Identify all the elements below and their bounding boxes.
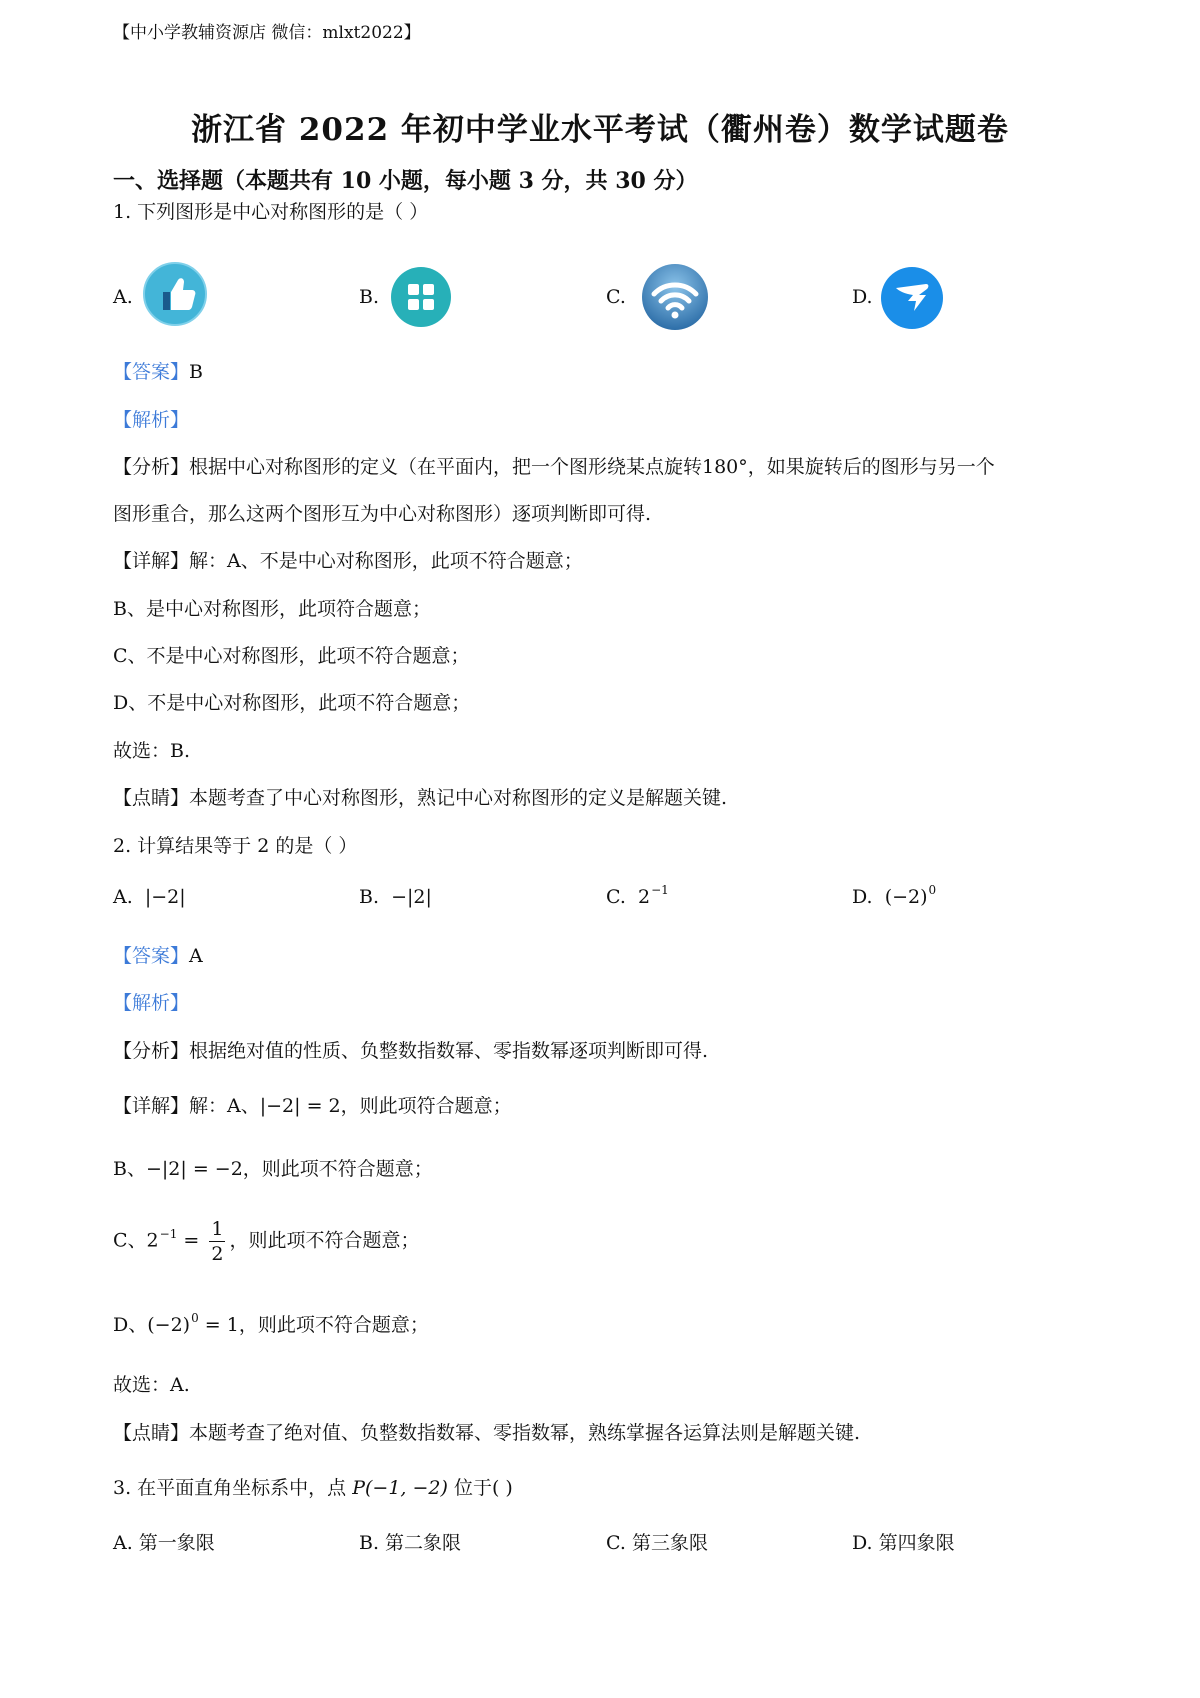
wifi-icon [640,262,710,332]
q2-option-c: C. $2^{-1}$ [606,883,669,908]
q2-option-d: D. $(-2)^0$ [852,883,937,908]
q1-detail-b: B、是中心对称图形，此项符合题意； [113,598,431,620]
q1-choice: 故选：B. [113,740,191,762]
q3-option-d: D. 第四象限 [852,1532,955,1554]
q1-option-b-label: B. [359,286,380,308]
q1-answer [113,357,203,384]
q2-answer [113,941,203,968]
q1-stem: 1. 下列图形是中心对称图形的是（ ） [113,201,429,223]
q2-option-a-expression: |−2| [144,886,186,908]
answer-tag: 【答案】 [113,945,190,967]
q1-detail-a: 【详解】解：A、不是中心对称图形，此项不符合题意； [113,550,583,572]
q1-option-c-label: C. [606,286,626,308]
section-heading: 一、选择题（本题共有 10 小题，每小题 3 分，共 30 分） [113,168,698,194]
q2-analysis: 【分析】根据绝对值的性质、负整数指数幂、零指数幂逐项判断即可得. [113,1040,709,1062]
answer-value: B [189,361,203,383]
point-p: P(−1, −2) [352,1477,448,1499]
q1-detail-d: D、不是中心对称图形，此项不符合题意； [113,692,471,714]
q1-detail-c: C、不是中心对称图形，此项不符合题意； [113,645,470,667]
answer-value: A [189,945,203,967]
q2-analysis-tag: 【解析】 [113,992,190,1014]
dingtalk-icon [880,266,944,330]
q1-analysis-tag: 【解析】 [113,409,190,431]
q2-option-b: B. −|2| [359,886,432,908]
answer-tag: 【答案】 [113,361,190,383]
thumbs-up-icon [143,262,207,326]
q2-detail-a: 【详解】解：A、|−2| = 2，则此项符合题意； [113,1095,512,1117]
q1-option-a-label: A. [113,286,133,308]
q2-option-a: A. |−2| [113,886,186,908]
grid-four-squares-icon [390,266,452,328]
fraction-one-half: $\frac{1}{2}$ [211,1218,224,1265]
q3-option-b: B. 第二象限 [359,1532,462,1554]
q1-option-d-label: D. [852,286,873,308]
watermark: 【中小学教辅资源店 微信：mlxt2022】 [113,23,421,43]
q2-choice: 故选：A. [113,1374,190,1396]
q2-option-b-expression: −|2| [391,886,432,908]
q3-stem: 3. 在平面直角坐标系中，点 P(−1, −2) 位于( ) [113,1477,513,1499]
q2-detail-b: B、−|2| = −2，则此项不符合题意； [113,1158,433,1180]
page-title: 浙江省 2022 年初中学业水平考试（衢州卷）数学试题卷 [191,112,1009,148]
q1-comment: 【点睛】本题考查了中心对称图形，熟记中心对称图形的定义是解题关键. [113,787,728,809]
q1-analysis-line-1: 【分析】根据中心对称图形的定义（在平面内，把一个图形绕某点旋转180°，如果旋转后的图形与另一个 [113,456,995,478]
q3-option-c: C. 第三象限 [606,1532,708,1554]
q2-comment: 【点睛】本题考查了绝对值、负整数指数幂、零指数幂，熟练掌握各运算法则是解题关键. [113,1422,861,1444]
q2-stem: 2. 计算结果等于 2 的是（ ） [113,835,358,857]
q2-detail-c: C、$2^{-1}$ = $\frac{1}{2}$ ，则此项不符合题意； [113,1218,420,1265]
q1-analysis-line-2: 图形重合，那么这两个图形互为中心对称图形）逐项判断即可得. [113,503,652,525]
q3-option-a: A. 第一象限 [113,1532,215,1554]
q2-detail-d: D、$(-2)^0 = 1$，则此项不符合题意； [113,1311,429,1336]
